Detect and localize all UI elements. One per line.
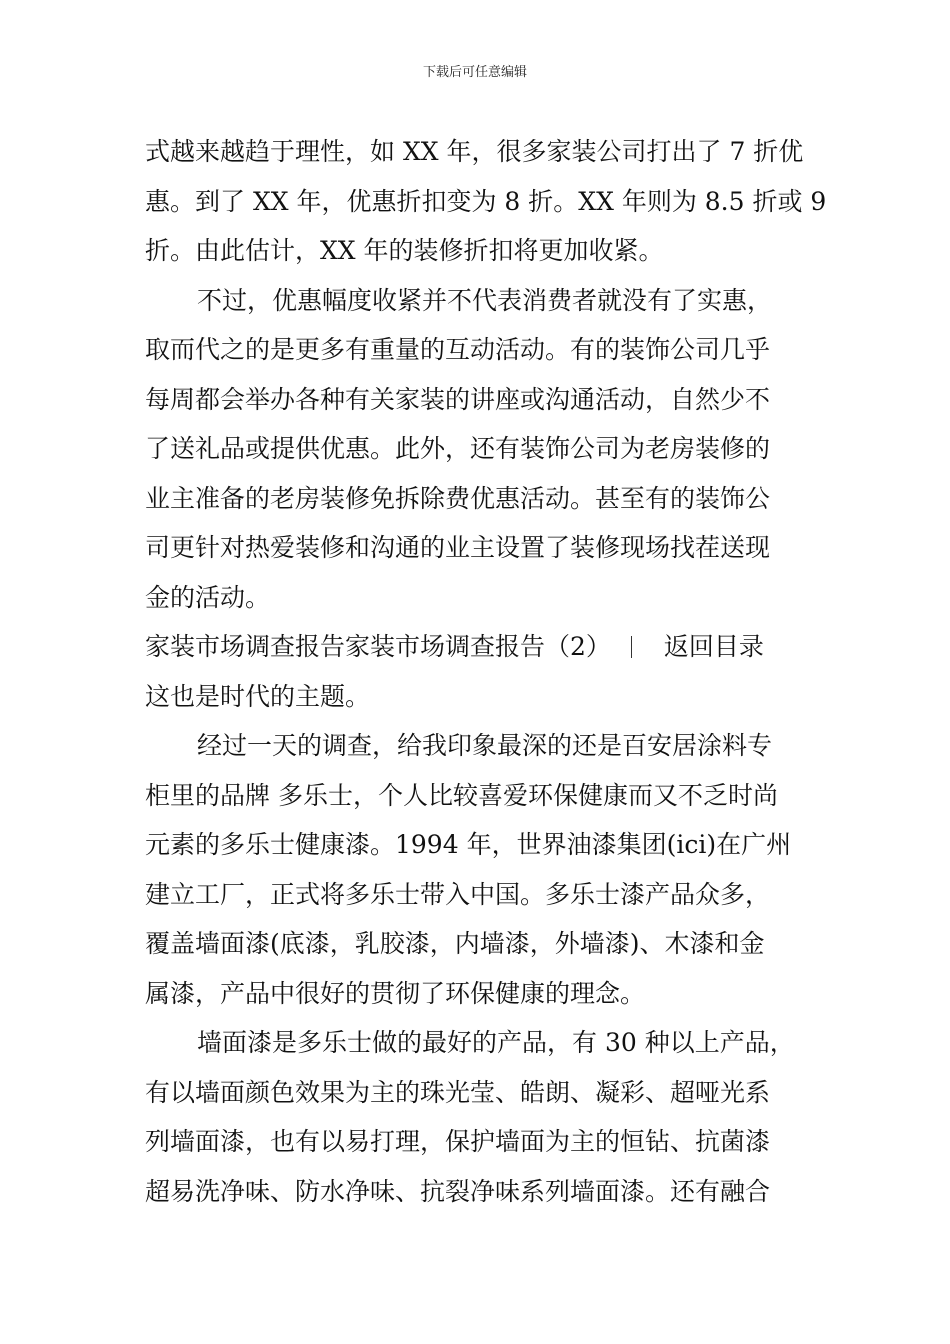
text-line: 这也是时代的主题。 bbox=[145, 681, 371, 711]
text-line: 业主准备的老房装修免拆除费优惠活动。甚至有的装饰公 bbox=[145, 483, 771, 513]
paragraph-start-line: 经过一天的调查，给我印象最深的还是百安居涂料专 bbox=[197, 731, 773, 760]
text-line: 取而代之的是更多有重量的互动活动。有的装饰公司几乎 bbox=[145, 335, 771, 364]
paragraph-start-line: 不过，优惠幅度收紧并不代表消费者就没有了实惠， bbox=[197, 285, 773, 315]
toc-navigation bbox=[145, 622, 810, 672]
paragraph-start-line: 墙面漆是多乐士做的最好的产品，有 30 种以上产品， bbox=[197, 1028, 795, 1057]
text-line: 元素的多乐士健康漆。1994 年，世界油漆集团(ici)在广州 bbox=[145, 830, 792, 859]
text-line: 列墙面漆，也有以易打理，保护墙面为主的恒钻、抗菌漆 bbox=[145, 1127, 771, 1156]
text-line: 惠。到了 XX 年，优惠折扣变为 8 折。XX 年则为 8.5 折或 9 bbox=[145, 186, 827, 216]
text-line: 每周都会举办各种有关家装的讲座或沟通活动，自然少不 bbox=[145, 384, 771, 414]
text-line: 司更针对热爱装修和沟通的业主设置了装修现场找茬送现 bbox=[145, 533, 771, 562]
text-line: 了送礼品或提供优惠。此外，还有装饰公司为老房装修的 bbox=[145, 434, 771, 463]
text-line: 属漆，产品中很好的贯彻了环保健康的理念。 bbox=[145, 978, 646, 1008]
text-line: 覆盖墙面漆(底漆，乳胶漆，内墙漆，外墙漆)、木漆和金 bbox=[145, 929, 765, 958]
page-header: 下载后可任意编辑 bbox=[422, 65, 527, 80]
text-line: 折。由此估计，XX 年的装修折扣将更加收紧。 bbox=[145, 236, 664, 265]
text-line: 式越来越趋于理性，如 XX 年，很多家装公司打出了 7 折优 bbox=[145, 137, 804, 166]
text-line: 金的活动。 bbox=[145, 582, 271, 612]
toc-divider bbox=[631, 636, 632, 658]
document-body bbox=[145, 127, 827, 1216]
back-to-contents-link[interactable]: 返回目录 bbox=[663, 632, 764, 661]
section-title-link[interactable]: 家装市场调查报告家装市场调查报告（2） bbox=[145, 632, 611, 661]
text-line: 柜里的品牌 多乐士，个人比较喜爱环保健康而又不乏时尚 bbox=[145, 780, 778, 810]
text-line: 建立工厂，正式将多乐士带入中国。多乐士漆产品众多， bbox=[145, 879, 771, 909]
text-line: 超易洗净味、防水净味、抗裂净味系列墙面漆。还有融合 bbox=[145, 1176, 771, 1206]
text-line: 有以墙面颜色效果为主的珠光莹、皓朗、凝彩、超哑光系 bbox=[145, 1077, 771, 1107]
